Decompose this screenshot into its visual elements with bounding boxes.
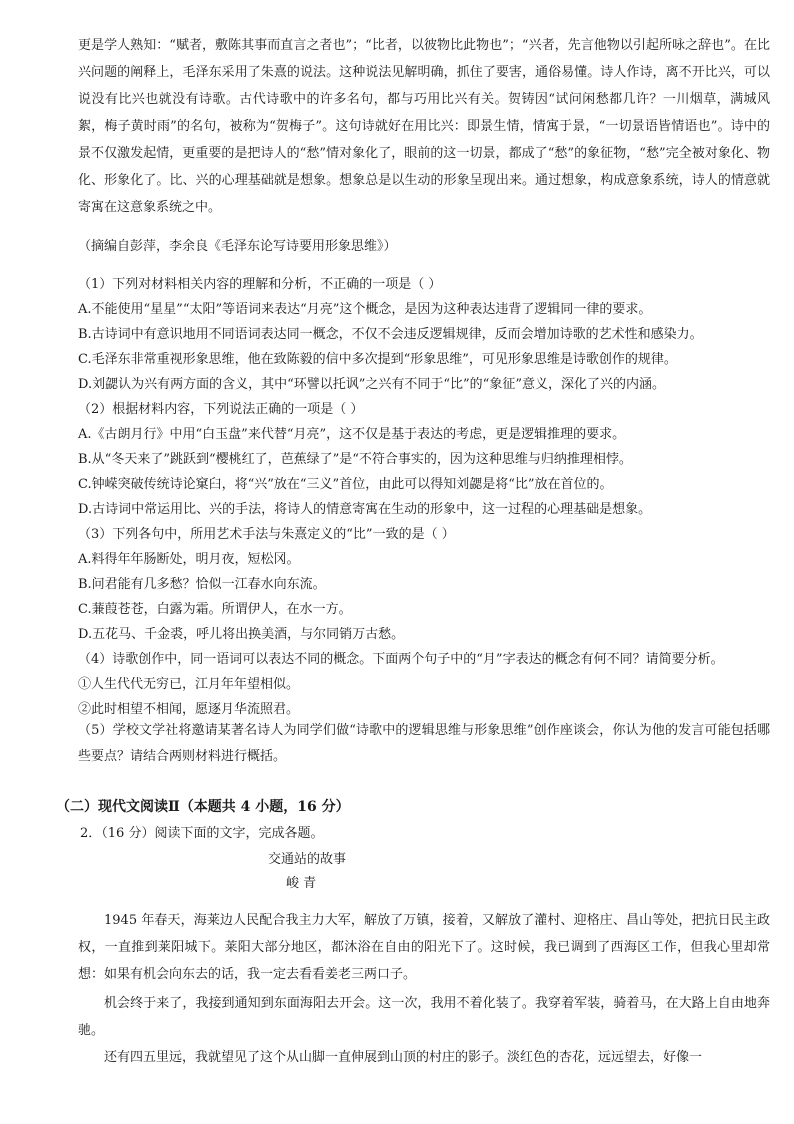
question-3-option-c: C.蒹葭苍苍，白露为霜。所谓伊人，在水一方。 [78,602,352,617]
question-3-stem: （3）下列各句中，所用艺术手法与朱熹定义的“比”一致的是（ ） [78,527,455,542]
question-1-option-b: B.古诗词中有意识地用不同语词表达同一概念，不仅不会违反逻辑规律，反而会增加诗歌的艺术性和感染力。 [78,327,703,342]
question-1-option-a: A.不能使用“星星”“太阳”等语词来表达“月亮”这个概念，是因为这种表达违背了逻辑同一律的要求。 [78,302,652,317]
question-2-stem: （2）根据材料内容，下列说法正确的一项是（ ） [78,402,364,417]
story-paragraph: 还有四五里远，我就望见了这个从山脚一直伸展到山顶的村庄的影子。淡红色的杏花，远远望去，好像一 [104,1050,703,1065]
section-heading: （二）现代文阅读Ⅱ（本题共 4 小题，16 分） [56,799,350,815]
story-paragraph: 机会终于来了，我接到通知到东面海阳去开会。这一次，我用不着化装了。我穿着军装，骑着马，在大路上自由地奔驰。 [78,996,770,1038]
question-4-sentence-1: ①人生代代无穷已，江月年年望相似。 [78,677,300,692]
material-source: （摘编自彭萍，李余良《毛泽东论写诗要用形象思维》） [78,239,397,254]
question-1-stem: （1）下列对材料相关内容的理解和分析，不正确的一项是（ ） [78,277,442,292]
story-author: 峻 青 [286,876,317,891]
question-3-option-b: B.问君能有几多愁？恰似一江春水向东流。 [78,577,326,592]
question-1-option-c: C.毛泽东非常重视形象思维，他在致陈毅的信中多次提到“形象思维”，可见形象思维是诗歌创作的规律。 [78,352,677,367]
question-1-option-d: D.刘勰认为兴有两方面的含义，其中“环譬以托讽”之兴有不同于“比”的“象征”意义，深化了兴的内涵。 [78,377,665,392]
question-2-option-d: D.古诗词中常运用比、兴的手法，将诗人的情意寄寓在生动的形象中，这一过程的心理基础是想象。 [78,502,652,517]
question-3-option-a: A.料得年年肠断处，明月夜，短松冈。 [78,552,300,567]
story-paragraph: 1945 年春天，海莱边人民配合我主力大军，解放了万镇，接着，又解放了灌村、迎格庄、昌山等处，把抗日民主政权，一直推到莱阳城下。莱阳大部分地区，都沐浴在自由的阳光下了。这时候，我已调到了西海区工作，但我心里却常想：如果有机会向东去的话，我一定去看看姜老三两口子。 [78,913,770,982]
question-2-option-c: C.钟嵘突破传统诗论窠臼，将“兴”放在“三义”首位，由此可以得知刘勰是将“比”放在首位的。 [78,477,613,492]
question-2-option-b: B.从“冬天来了”跳跃到“樱桃红了，芭蕉绿了”是“不符合事实的，因为这种思维与归纳推理相悖。 [78,452,632,467]
material-paragraph: 更是学人熟知：“赋者，敷陈其事而直言之者也”；“比者，以彼物比此物也”；“兴者，先言他物以引起所咏之辞也”。在比兴问题的阐释上，毛泽东采用了朱熹的说法。这种说法见解明确，抓住了要害，通俗易懂。诗人作诗，离不开比兴，可以说没有比兴也就没有诗歌。古代诗歌中的许多名句，都与巧用比兴有关。贺铸因“试问闲愁都几许？一川烟草，满城风絮，梅子黄时雨”的名句，被称为“贺梅子”。这句诗就好在用比兴：即景生情，情寓于景，“一切景语皆情语也”。诗中的景不仅激发起情，更重要的是把诗人的“愁”情对象化了，眼前的这一切景，都成了“愁”的象征物，“愁”完全被对象化、物化、形象化了。比、兴的心理基础就是想象。想象总是以生动的形象呈现出来。通过想象，构成意象系统，诗人的情意就寄寓在这意象系统之中。 [78,38,770,215]
question-2-option-a: A.《古朗月行》中用“白玉盘”来代替“月亮”，这不仅是基于表达的考虑，更是逻辑推理的要求。 [78,427,626,442]
question-3-option-d: D.五花马、千金裘，呼儿将出换美酒，与尔同销万古愁。 [78,627,405,642]
story-title: 交通站的故事 [268,852,347,867]
question-4-stem: （4）诗歌创作中，同一语词可以表达不同的概念。下面两个句子中的“月”字表达的概念有何不同？请简要分析。 [78,652,724,667]
question-5-stem: （5）学校文学社将邀请某著名诗人为同学们做“诗歌中的逻辑思维与形象思维”创作座谈会，你认为他的发言可能包括哪些要点？请结合两则材料进行概括。 [78,723,770,764]
question-4-sentence-2: ②此时相望不相闻，愿逐月华流照君。 [78,702,300,717]
question-instruction: 2．（16 分）阅读下面的文字，完成各题。 [80,826,324,841]
